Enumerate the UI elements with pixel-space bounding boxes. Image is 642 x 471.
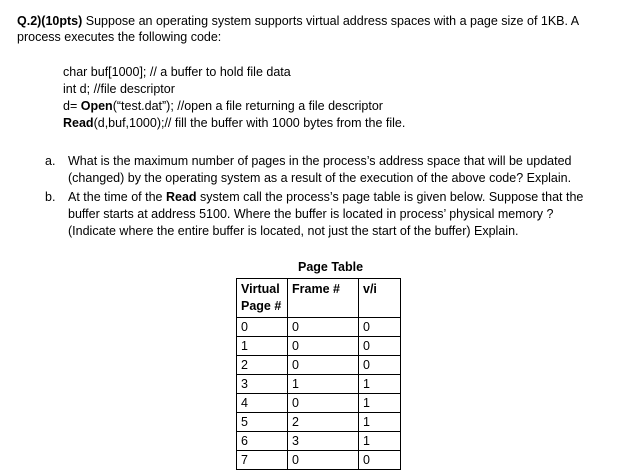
cell-page: 3 xyxy=(237,375,288,394)
cell-frame: 2 xyxy=(288,413,359,432)
code-line-4 xyxy=(63,115,405,132)
table-row xyxy=(237,432,401,451)
cell-frame: 0 xyxy=(288,318,359,337)
code-line-3 xyxy=(63,98,383,115)
cell-frame: 0 xyxy=(288,356,359,375)
cell-page: 6 xyxy=(237,432,288,451)
cell-page: 5 xyxy=(237,413,288,432)
code-line-4-post: (d,buf,1000);// fill the buffer with 1000 bytes from the file. xyxy=(93,116,406,130)
part-b-marker: b. xyxy=(45,190,56,204)
page-table-title: Page Table xyxy=(298,260,364,274)
part-b-line-1-pre: At the time of the xyxy=(68,190,166,204)
cell-frame: 0 xyxy=(288,337,359,356)
question-intro-text: Suppose an operating system supports virtual address spaces with a page size of 1KB. A xyxy=(82,14,580,28)
cell-valid: 1 xyxy=(359,432,401,451)
part-b-line-1-post: system call the process’s page table is given below. Suppose that the xyxy=(196,190,584,204)
header-frame: Frame # xyxy=(288,279,359,318)
table-row xyxy=(237,375,401,394)
cell-page: 4 xyxy=(237,394,288,413)
table-row xyxy=(237,337,401,356)
code-line-1: char buf[1000]; // a buffer to hold file data xyxy=(63,65,291,79)
cell-page: 2 xyxy=(237,356,288,375)
cell-valid: 0 xyxy=(359,451,401,470)
cell-valid: 0 xyxy=(359,318,401,337)
cell-frame: 0 xyxy=(288,394,359,413)
cell-valid: 1 xyxy=(359,413,401,432)
part-b-line-2: buffer starts at address 5100. Where the buffer is located in process’ physical memory ? xyxy=(68,207,554,221)
page-table xyxy=(236,278,401,470)
part-b-line-1 xyxy=(68,189,583,206)
table-row xyxy=(237,451,401,470)
code-read-call: Read xyxy=(63,116,94,130)
cell-frame: 0 xyxy=(288,451,359,470)
cell-page: 0 xyxy=(237,318,288,337)
question-number: Q.2)(10pts) xyxy=(17,14,83,28)
question-intro-line-2: process executes the following code: xyxy=(17,30,222,44)
code-line-2: int d; //file descriptor xyxy=(63,82,175,96)
part-b-read-word: Read xyxy=(165,190,197,204)
cell-valid: 1 xyxy=(359,375,401,394)
table-row xyxy=(237,318,401,337)
cell-page: 7 xyxy=(237,451,288,470)
cell-page: 1 xyxy=(237,337,288,356)
page-table-header-row xyxy=(237,279,401,318)
header-virtual-page: Virtual Page # xyxy=(237,279,288,318)
part-b-line-3: (Indicate where the entire buffer is located, not just the start of the buffer) Explain. xyxy=(68,224,519,238)
question-intro-line-1 xyxy=(17,13,579,30)
part-a-line-2: (changed) by the operating system as a result of the execution of the above code? Explain. xyxy=(68,171,572,185)
table-row xyxy=(237,413,401,432)
code-line-3-post: (“test.dat”); //open a file returning a file descriptor xyxy=(112,99,383,113)
cell-valid: 1 xyxy=(359,394,401,413)
cell-frame: 3 xyxy=(288,432,359,451)
cell-frame: 1 xyxy=(288,375,359,394)
code-open-call: Open xyxy=(80,99,113,113)
header-valid: v/i xyxy=(359,279,401,318)
cell-valid: 0 xyxy=(359,337,401,356)
part-a-line-1: What is the maximum number of pages in the process’s address space that will be updated xyxy=(68,154,572,168)
code-line-3-pre: d= xyxy=(63,99,81,113)
table-row xyxy=(237,394,401,413)
table-row xyxy=(237,356,401,375)
cell-valid: 0 xyxy=(359,356,401,375)
part-a-marker: a. xyxy=(45,154,56,168)
